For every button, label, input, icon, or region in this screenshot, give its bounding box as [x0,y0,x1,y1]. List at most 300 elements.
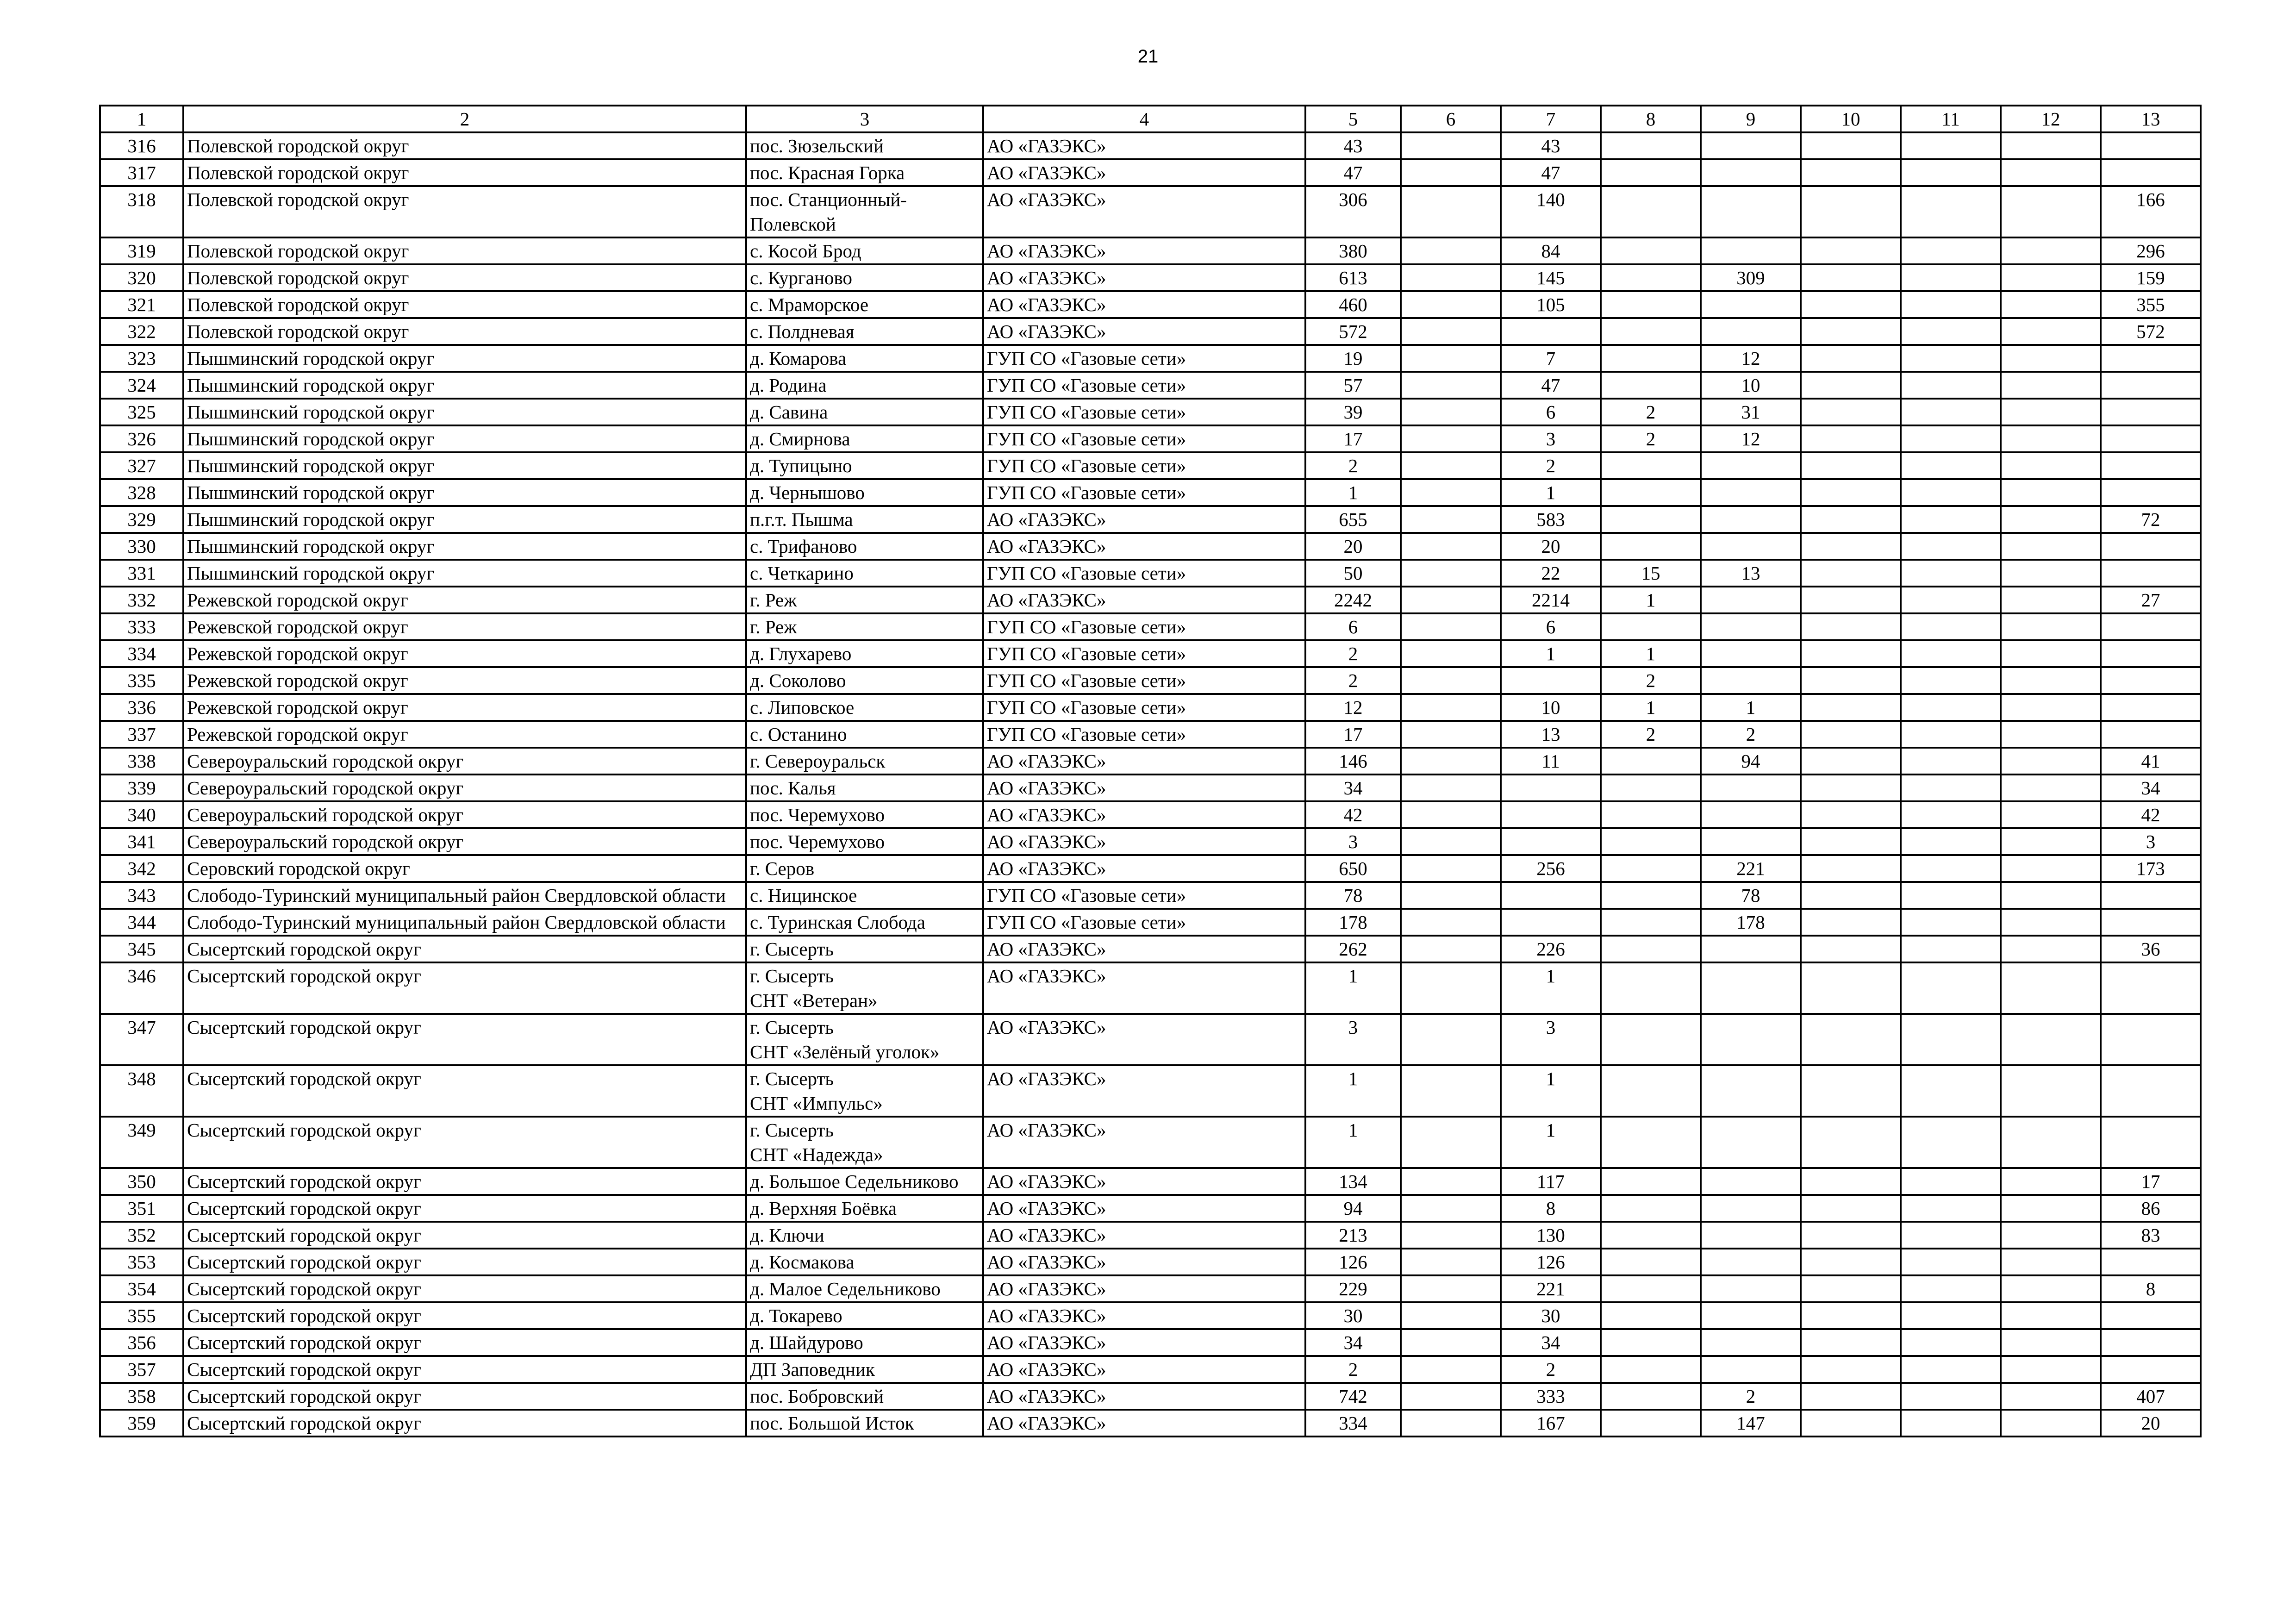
table-cell-col-11 [1901,855,2001,882]
table-cell-col-7: 221 [1501,1275,1601,1302]
table-cell-col-11 [1901,318,2001,345]
table-cell-col-3: с. Трифаново [746,533,983,560]
table-cell-col-9 [1701,318,1801,345]
table-cell-col-9 [1701,237,1801,264]
table-cell-col-9 [1701,775,1801,801]
table-cell-col-10 [1801,345,1901,372]
table-cell-col-5: 229 [1305,1275,1401,1302]
table-cell-col-11 [1901,291,2001,318]
table-cell-col-2: Полевской городской округ [183,132,746,159]
table-cell-col-13 [2101,452,2201,479]
table-cell-col-2: Сысертский городской округ [183,1383,746,1410]
table-cell-col-8 [1601,1356,1701,1383]
table-cell-col-5: 34 [1305,775,1401,801]
table-cell-col-8 [1601,506,1701,533]
table-cell-col-9 [1701,1275,1801,1302]
table-cell-col-6 [1401,237,1501,264]
table-cell-col-1: 330 [100,533,183,560]
column-header-11: 11 [1901,106,2001,132]
table-cell-col-10 [1801,560,1901,587]
table-cell-col-7: 13 [1501,721,1601,748]
table-cell-col-8 [1601,1249,1701,1275]
column-header-2: 2 [183,106,746,132]
table-row [100,1065,2201,1117]
table-cell-col-8 [1601,1222,1701,1249]
table-cell-col-9 [1701,1065,1801,1117]
table-cell-col-8: 2 [1601,425,1701,452]
table-cell-col-7: 47 [1501,159,1601,186]
table-cell-col-2: Североуральский городской округ [183,828,746,855]
table-cell-col-10 [1801,962,1901,1014]
table-cell-col-7: 22 [1501,560,1601,587]
table-cell-col-11 [1901,587,2001,613]
table-row [100,291,2201,318]
table-cell-col-8 [1601,936,1701,962]
table-cell-col-3: с. Мраморское [746,291,983,318]
table-row [100,1249,2201,1275]
table-cell-col-13 [2101,613,2201,640]
table-row [100,801,2201,828]
table-cell-col-11 [1901,1275,2001,1302]
table-row [100,345,2201,372]
table-cell-col-9: 1 [1701,694,1801,721]
table-cell-col-4: АО «ГАЗЭКС» [983,748,1305,775]
table-cell-col-8 [1601,748,1701,775]
table-cell-col-7: 140 [1501,186,1601,237]
table-cell-col-6 [1401,748,1501,775]
table-cell-col-2: Полевской городской округ [183,318,746,345]
header-row [100,106,2201,132]
table-cell-col-7: 10 [1501,694,1601,721]
table-cell-col-3: д. Космакова [746,1249,983,1275]
table-cell-col-11 [1901,159,2001,186]
table-cell-col-9: 147 [1701,1410,1801,1437]
table-cell-col-4: АО «ГАЗЭКС» [983,936,1305,962]
column-header-7: 7 [1501,106,1601,132]
table-cell-col-9: 2 [1701,721,1801,748]
table-cell-col-4: АО «ГАЗЭКС» [983,506,1305,533]
table-cell-col-2: Североуральский городской округ [183,801,746,828]
column-header-13: 13 [2101,106,2201,132]
table-cell-col-13 [2101,399,2201,425]
table-cell-col-10 [1801,1249,1901,1275]
table-cell-col-1: 319 [100,237,183,264]
table-cell-col-1: 325 [100,399,183,425]
table-cell-col-13 [2101,962,2201,1014]
table-cell-col-9: 94 [1701,748,1801,775]
table-cell-col-12 [2001,132,2101,159]
table-cell-col-3: пос. Черемухово [746,801,983,828]
table-cell-col-11 [1901,132,2001,159]
table-cell-col-9 [1701,667,1801,694]
table-cell-col-4: АО «ГАЗЭКС» [983,1168,1305,1195]
table-cell-col-7: 3 [1501,425,1601,452]
table-row [100,640,2201,667]
table-cell-col-1: 358 [100,1383,183,1410]
table-cell-col-8 [1601,132,1701,159]
table-cell-col-12 [2001,828,2101,855]
table-cell-col-4: ГУП СО «Газовые сети» [983,452,1305,479]
table-cell-col-7: 167 [1501,1410,1601,1437]
table-cell-col-2: Сысертский городской округ [183,936,746,962]
table-cell-col-5: 1 [1305,1065,1401,1117]
table-cell-col-2: Сысертский городской округ [183,1302,746,1329]
table-cell-col-6 [1401,425,1501,452]
table-cell-col-8 [1601,1329,1701,1356]
table-cell-col-1: 352 [100,1222,183,1249]
table-cell-col-11 [1901,264,2001,291]
table-cell-col-6 [1401,936,1501,962]
table-cell-col-12 [2001,372,2101,399]
table-cell-col-6 [1401,345,1501,372]
table-cell-col-1: 327 [100,452,183,479]
table-row [100,372,2201,399]
table-cell-col-6 [1401,264,1501,291]
table-cell-col-10 [1801,775,1901,801]
table-cell-col-13: 86 [2101,1195,2201,1222]
table-cell-col-7 [1501,828,1601,855]
table-cell-col-10 [1801,640,1901,667]
table-cell-col-4: АО «ГАЗЭКС» [983,962,1305,1014]
table-cell-col-8 [1601,775,1701,801]
table-cell-col-7: 1 [1501,962,1601,1014]
table-cell-col-10 [1801,1195,1901,1222]
table-cell-col-8 [1601,264,1701,291]
table-cell-col-6 [1401,1168,1501,1195]
table-cell-col-10 [1801,748,1901,775]
table-cell-col-8 [1601,801,1701,828]
table-cell-col-6 [1401,533,1501,560]
table-cell-col-12 [2001,640,2101,667]
table-cell-col-5: 178 [1305,909,1401,936]
table-cell-col-7: 145 [1501,264,1601,291]
table-cell-col-9 [1701,452,1801,479]
table-cell-col-12 [2001,587,2101,613]
table-cell-col-7: 1 [1501,1065,1601,1117]
table-cell-col-13 [2101,372,2201,399]
table-cell-col-6 [1401,613,1501,640]
table-row [100,560,2201,587]
table-cell-col-4: АО «ГАЗЭКС» [983,1117,1305,1168]
table-cell-col-5: 306 [1305,186,1401,237]
table-cell-col-9 [1701,587,1801,613]
table-row [100,132,2201,159]
table-cell-col-8 [1601,1168,1701,1195]
table-cell-col-11 [1901,1222,2001,1249]
table-cell-col-10 [1801,855,1901,882]
table-cell-col-7 [1501,882,1601,909]
table-cell-col-3: пос. Черемухово [746,828,983,855]
table-cell-col-7: 30 [1501,1302,1601,1329]
table-cell-col-10 [1801,291,1901,318]
table-cell-col-3: ДП Заповедник [746,1356,983,1383]
table-cell-col-3: г. Сысерть [746,936,983,962]
table-row [100,1383,2201,1410]
table-cell-col-4: АО «ГАЗЭКС» [983,533,1305,560]
table-cell-col-1: 351 [100,1195,183,1222]
table-cell-col-4: АО «ГАЗЭКС» [983,132,1305,159]
table-cell-col-9: 309 [1701,264,1801,291]
table-cell-col-7: 34 [1501,1329,1601,1356]
table-cell-col-7: 43 [1501,132,1601,159]
table-cell-col-13 [2101,479,2201,506]
table-cell-col-3: с. Туринская Слобода [746,909,983,936]
table-cell-col-8 [1601,909,1701,936]
table-cell-col-12 [2001,721,2101,748]
table-cell-col-12 [2001,1275,2101,1302]
table-cell-col-2: Режевской городской округ [183,667,746,694]
table-cell-col-12 [2001,909,2101,936]
table-row [100,828,2201,855]
table-cell-col-12 [2001,506,2101,533]
table-cell-col-8: 2 [1601,399,1701,425]
table-cell-col-13 [2101,694,2201,721]
table-cell-col-6 [1401,587,1501,613]
table-cell-col-9 [1701,1356,1801,1383]
table-cell-col-7: 1 [1501,640,1601,667]
table-cell-col-6 [1401,318,1501,345]
table-cell-col-2: Сысертский городской округ [183,1195,746,1222]
table-cell-col-1: 321 [100,291,183,318]
table-cell-col-1: 332 [100,587,183,613]
table-cell-col-1: 356 [100,1329,183,1356]
table-cell-col-3: с. Четкарино [746,560,983,587]
column-header-10: 10 [1801,106,1901,132]
table-cell-col-12 [2001,186,2101,237]
table-cell-col-11 [1901,1249,2001,1275]
table-cell-col-2: Полевской городской округ [183,159,746,186]
table-row [100,1168,2201,1195]
table-cell-col-7: 117 [1501,1168,1601,1195]
table-cell-col-4: АО «ГАЗЭКС» [983,801,1305,828]
table-cell-col-13 [2101,533,2201,560]
table-cell-col-9 [1701,1117,1801,1168]
table-cell-col-7: 256 [1501,855,1601,882]
table-cell-col-13: 166 [2101,186,2201,237]
table-cell-col-9: 12 [1701,345,1801,372]
table-cell-col-1: 347 [100,1014,183,1065]
table-cell-col-13: 36 [2101,936,2201,962]
table-row [100,1302,2201,1329]
table-cell-col-9: 178 [1701,909,1801,936]
table-cell-col-11 [1901,613,2001,640]
table-cell-col-11 [1901,909,2001,936]
table-cell-col-13 [2101,1329,2201,1356]
table-cell-col-5: 2 [1305,452,1401,479]
table-cell-col-3: с. Липовское [746,694,983,721]
table-cell-col-12 [2001,291,2101,318]
table-cell-col-13: 355 [2101,291,2201,318]
table-cell-col-8 [1601,345,1701,372]
table-cell-col-3: д. Тупицыно [746,452,983,479]
table-cell-col-9 [1701,506,1801,533]
table-cell-col-1: 346 [100,962,183,1014]
table-cell-col-2: Пышминский городской округ [183,560,746,587]
table-cell-col-13: 572 [2101,318,2201,345]
table-cell-col-12 [2001,264,2101,291]
table-cell-col-11 [1901,399,2001,425]
table-row [100,237,2201,264]
table-cell-col-4: АО «ГАЗЭКС» [983,1065,1305,1117]
table-cell-col-3: г. Реж [746,587,983,613]
table-cell-col-4: ГУП СО «Газовые сети» [983,345,1305,372]
table-cell-col-9 [1701,1014,1801,1065]
table-cell-col-9: 2 [1701,1383,1801,1410]
table-cell-col-6 [1401,291,1501,318]
table-cell-col-8 [1601,186,1701,237]
table-cell-col-7 [1501,318,1601,345]
table-cell-col-1: 333 [100,613,183,640]
table-cell-col-4: АО «ГАЗЭКС» [983,186,1305,237]
table-cell-col-7: 6 [1501,399,1601,425]
table-cell-col-13 [2101,882,2201,909]
table-cell-col-6 [1401,694,1501,721]
table-cell-col-2: Слободо-Туринский муниципальный район Свердловской области [183,909,746,936]
table-cell-col-10 [1801,452,1901,479]
table-cell-col-1: 335 [100,667,183,694]
table-cell-col-4: АО «ГАЗЭКС» [983,159,1305,186]
table-row [100,1117,2201,1168]
table-cell-col-3: д. Ключи [746,1222,983,1249]
table-cell-col-10 [1801,1014,1901,1065]
table-cell-col-6 [1401,667,1501,694]
table-cell-col-8: 2 [1601,667,1701,694]
table-cell-col-5: 380 [1305,237,1401,264]
table-cell-col-12 [2001,1410,2101,1437]
table-row [100,587,2201,613]
table-cell-col-9: 13 [1701,560,1801,587]
table-cell-col-6 [1401,721,1501,748]
column-header-5: 5 [1305,106,1401,132]
table-cell-col-4: ГУП СО «Газовые сети» [983,399,1305,425]
table-cell-col-1: 318 [100,186,183,237]
table-cell-col-4: АО «ГАЗЭКС» [983,318,1305,345]
table-cell-col-12 [2001,1329,2101,1356]
table-cell-col-1: 354 [100,1275,183,1302]
table-cell-col-2: Режевской городской округ [183,640,746,667]
table-cell-col-8 [1601,1383,1701,1410]
table-cell-col-6 [1401,186,1501,237]
table-row [100,962,2201,1014]
table-cell-col-13: 34 [2101,775,2201,801]
table-cell-col-6 [1401,399,1501,425]
table-cell-col-8 [1601,882,1701,909]
table-cell-col-2: Режевской городской округ [183,613,746,640]
table-cell-col-2: Полевской городской округ [183,237,746,264]
table-cell-col-11 [1901,1383,2001,1410]
table-cell-col-12 [2001,748,2101,775]
table-cell-col-5: 742 [1305,1383,1401,1410]
table-cell-col-7: 47 [1501,372,1601,399]
table-row [100,1275,2201,1302]
table-cell-col-9 [1701,640,1801,667]
table-cell-col-6 [1401,1356,1501,1383]
table-cell-col-13: 159 [2101,264,2201,291]
table-cell-col-2: Сысертский городской округ [183,1275,746,1302]
table-cell-col-6 [1401,560,1501,587]
table-cell-col-11 [1901,748,2001,775]
table-cell-col-6 [1401,1275,1501,1302]
table-cell-col-4: ГУП СО «Газовые сети» [983,425,1305,452]
table-cell-col-3: с. Ницинское [746,882,983,909]
table-cell-col-6 [1401,1065,1501,1117]
table-cell-col-3: д. Глухарево [746,640,983,667]
table-cell-col-5: 19 [1305,345,1401,372]
table-cell-col-13 [2101,1249,2201,1275]
table-cell-col-2: Пышминский городской округ [183,533,746,560]
table-cell-col-5: 126 [1305,1249,1401,1275]
table-cell-col-12 [2001,1356,2101,1383]
table-cell-col-3: д. Чернышово [746,479,983,506]
table-cell-col-2: Сысертский городской округ [183,962,746,1014]
table-cell-col-13 [2101,1065,2201,1117]
table-row [100,1356,2201,1383]
table-cell-col-1: 317 [100,159,183,186]
table-cell-col-7: 105 [1501,291,1601,318]
table-cell-col-4: ГУП СО «Газовые сети» [983,560,1305,587]
table-cell-col-10 [1801,909,1901,936]
table-cell-col-10 [1801,132,1901,159]
table-cell-col-13: 17 [2101,1168,2201,1195]
table-cell-col-8 [1601,479,1701,506]
table-cell-col-10 [1801,237,1901,264]
table-cell-col-8 [1601,533,1701,560]
table-cell-col-5: 650 [1305,855,1401,882]
table-cell-col-12 [2001,1195,2101,1222]
table-cell-col-4: АО «ГАЗЭКС» [983,1222,1305,1249]
table-cell-col-12 [2001,1117,2101,1168]
table-cell-col-11 [1901,1356,2001,1383]
table-cell-col-11 [1901,1168,2001,1195]
table-cell-col-10 [1801,479,1901,506]
table-cell-col-1: 355 [100,1302,183,1329]
table-cell-col-12 [2001,425,2101,452]
table-cell-col-5: 50 [1305,560,1401,587]
table-cell-col-13: 296 [2101,237,2201,264]
table-cell-col-1: 324 [100,372,183,399]
table-cell-col-10 [1801,587,1901,613]
table-cell-col-4: АО «ГАЗЭКС» [983,237,1305,264]
table-cell-col-5: 2 [1305,1356,1401,1383]
table-cell-col-11 [1901,1117,2001,1168]
table-cell-col-3: г. Североуральск [746,748,983,775]
table-cell-col-2: Пышминский городской округ [183,479,746,506]
table-cell-col-6 [1401,1329,1501,1356]
table-row [100,318,2201,345]
table-cell-col-6 [1401,1195,1501,1222]
table-cell-col-3: пос. Красная Горка [746,159,983,186]
table-cell-col-11 [1901,1302,2001,1329]
table-cell-col-1: 329 [100,506,183,533]
table-cell-col-12 [2001,1168,2101,1195]
table-cell-col-7: 1 [1501,479,1601,506]
table-cell-col-12 [2001,452,2101,479]
table-cell-col-3: пос. Калья [746,775,983,801]
column-header-8: 8 [1601,106,1701,132]
table-cell-col-6 [1401,962,1501,1014]
table-cell-col-10 [1801,372,1901,399]
table-cell-col-1: 343 [100,882,183,909]
table-cell-col-9: 221 [1701,855,1801,882]
table-cell-col-1: 359 [100,1410,183,1437]
table-cell-col-4: АО «ГАЗЭКС» [983,1014,1305,1065]
table-cell-col-10 [1801,1383,1901,1410]
table-cell-col-1: 353 [100,1249,183,1275]
table-cell-col-3: г. Сысерть СНТ «Зелёный уголок» [746,1014,983,1065]
column-header-1: 1 [100,106,183,132]
table-cell-col-4: ГУП СО «Газовые сети» [983,721,1305,748]
data-table [99,105,2202,1437]
